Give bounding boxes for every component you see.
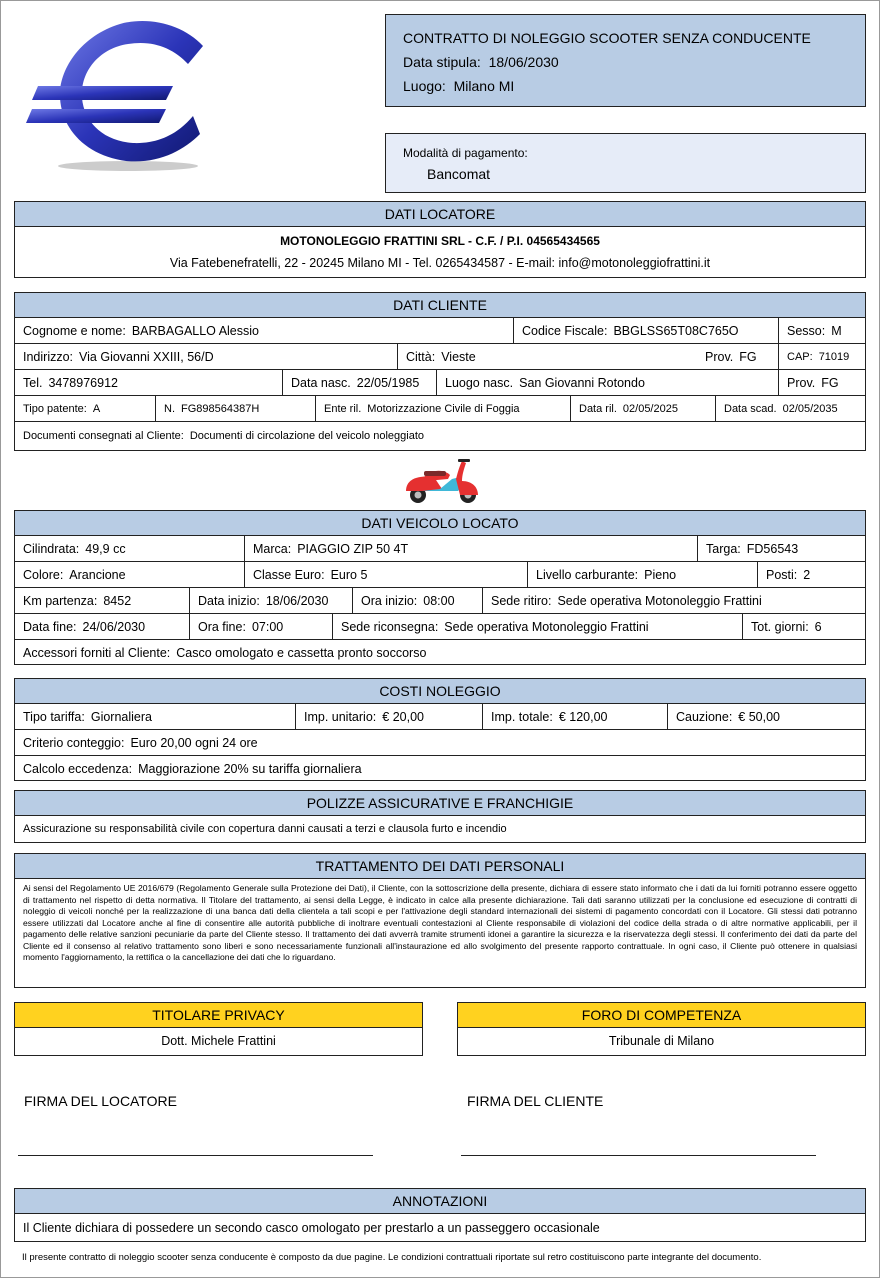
cliente-section [14,292,866,451]
nome-value: BARBAGALLO Alessio [131,323,259,338]
dinizio-value: 18/06/2030 [265,593,329,608]
criterio-cell [15,730,865,755]
ricon-label: Sede riconsegna: [341,619,439,634]
privacy-header: TRATTAMENTO DEI DATI PERSONALI [15,854,865,879]
ritiro-label: Sede ritiro: [491,593,552,608]
cliente-row-2 [15,343,865,369]
colore-cell [15,562,244,587]
posti-cell [757,562,865,587]
patente-value: A [92,402,101,415]
sede-riconsegna-cell [332,614,742,639]
polizze-header: POLIZZE ASSICURATIVE E FRANCHIGIE [15,791,865,816]
cf-label: Codice Fiscale: [522,323,608,338]
km-label: Km partenza: [23,593,98,608]
indirizzo-value: Via Giovanni XXIII, 56/D [79,349,214,364]
costi-row-2 [15,729,865,755]
locatore-name: MOTONOLEGGIO FRATTINI SRL - C.F. / P.I. 04565434565 [280,234,600,248]
cliente-header: DATI CLIENTE [15,293,865,318]
costi-section [14,678,866,781]
ril-cell [570,396,715,421]
num-value: FG898564387H [181,402,260,415]
ente-cell [315,396,570,421]
payment-box [385,133,866,193]
cliente-row-5 [15,421,865,450]
tariffa-label: Tipo tariffa: [23,709,85,724]
contract-box [385,14,866,107]
ril-label: Data ril. [579,402,617,415]
ente-value: Motorizzazione Civile di Foggia [367,402,520,415]
ecc-label: Calcolo eccedenza: [23,761,133,776]
sesso-value: M [831,323,842,338]
colore-label: Colore: [23,567,64,582]
tel-cell [15,370,282,395]
sede-ritiro-cell [482,588,865,613]
euro-icon [18,16,218,176]
cliente-row-4 [15,395,865,421]
acc-label: Accessori forniti al Cliente: [23,645,171,660]
place-value: Milano MI [453,78,515,94]
locatore-body [15,234,865,270]
indirizzo-cell [15,344,397,369]
posti-value: 2 [803,567,811,582]
footer-note: Il presente contratto di noleggio scooter senza conducente è composto da due pagine. Le condizioni contrattuali riportate sul retro costituiscono parte integrante del documento. [22,1252,762,1263]
cf-value: BBGLSS65T08C765O [613,323,739,338]
patente-label: Tipo patente: [23,402,87,415]
cilindrata-cell [15,536,244,561]
tot-value: € 120,00 [558,709,608,724]
cf-cell [513,318,778,343]
dfine-value: 24/06/2030 [82,619,146,634]
titolare-header: TITOLARE PRIVACY [15,1003,422,1028]
polizze-row [15,816,865,841]
ofine-label: Ora fine: [198,619,246,634]
km-cell [15,588,189,613]
ora-fine-cell [189,614,332,639]
contract-place [403,74,848,98]
contract-title: CONTRATTO DI NOLEGGIO SCOOTER SENZA CONDUCENTE [403,30,811,46]
polizze-text: Assicurazione su responsabilità civile con copertura danni causati a terzi e clausola furto e incendio [23,822,507,835]
luogo-nasc-value: San Giovanni Rotondo [519,375,645,390]
targa-cell [697,536,865,561]
marca-label: Marca: [253,541,292,556]
carb-value: Pieno [644,567,677,582]
tariffa-cell [15,704,295,729]
posti-label: Posti: [766,567,798,582]
privacy-text: Ai sensi del Regolamento UE 2016/679 (Regolamento Generale sulla Protezione dei Dati), il Cliente, con la sottoscrizione della presente, dichiara di essere stato informato che i dati da lui forniti potranno essere oggetto di trattamento nel rispetto di detta normativa. Il Titolare del trattamento, ai sensi della Legge, è indicato in calce alla presente dichiarazione. Tali dati saranno utilizzati per la conclusione ed esecuzione di contratti di noleggio di veicoli nonché per la realizzazione di una banca dati della clientela a tali scopi e per l'attivazione degli standard internazionali dei sistemi di pagamento concordati con il Locatore. Gli stessi dati potranno essere utilizzati dal Locatore anche al fine di consentire alle autorità pubbliche di inoltrare eventuali contestazioni al Cliente responsabile di violazioni del codice della strada o di altre normative applicabili, per il pagamento delle relative sanzioni pecuniarie da parte del Cliente stesso. Il trattamento dei dati avverrà tramite strumenti idonei a garantire la sicurezza e la riservatezza degli stessi. Il conferimento dei dati da parte del Cliente ed il consenso al relativo trattamento sono liberi e sono necessariamente funzionali all'instaurazione ed allo svolgimento del presente rapporto contrattuale. In ogni caso, il Cliente può ottenere in qualsiasi momento l'aggiornamento, la rettifica o la cancellazione dei dati che lo riguardano. [23,883,857,962]
annotazioni-section [14,1188,866,1242]
annotazioni-header: ANNOTAZIONI [15,1189,865,1214]
crit-label: Criterio conteggio: [23,735,125,750]
locatore-section [14,201,866,278]
crit-value: Euro 20,00 ogni 24 ore [130,735,258,750]
sesso-cell [778,318,865,343]
cauz-label: Cauzione: [676,709,733,724]
doc-value: Documenti di circolazione del veicolo noleggiato [189,430,425,442]
citta-cell [397,344,697,369]
titolare-value: Dott. Michele Frattini [161,1034,276,1048]
euro-value: Euro 5 [330,567,368,582]
documenti-cell [15,422,865,450]
tel-label: Tel. [23,375,43,390]
unit-value: € 20,00 [382,709,424,724]
numero-patente-cell [155,396,315,421]
ril-value: 02/05/2025 [622,402,678,415]
dinizio-label: Data inizio: [198,593,260,608]
doc-label: Documenti consegnati al Cliente: [23,430,184,442]
prov-value: FG [739,349,757,364]
tel-value: 3478976912 [48,375,118,390]
euro-cell [244,562,527,587]
patente-cell [15,396,155,421]
targa-label: Targa: [706,541,741,556]
ecc-value: Maggiorazione 20% su tariffa giornaliera [138,761,362,776]
acc-value: Casco omologato e cassetta pronto soccorso [176,645,427,660]
cliente-row-1 [15,318,865,343]
luogo-nasc-label: Luogo nasc. [445,375,514,390]
veicolo-row-4 [15,613,865,639]
marca-value: PIAGGIO ZIP 50 4T [297,541,409,556]
date-label: Data stipula: [403,54,481,70]
place-label: Luogo: [403,78,446,94]
data-inizio-cell [189,588,352,613]
tot-label: Imp. totale: [491,709,553,724]
targa-value: FD56543 [746,541,799,556]
polizze-section [14,790,866,843]
veicolo-section [14,510,866,665]
totale-cell [482,704,667,729]
luogo-nasc-cell [436,370,778,395]
cil-value: 49,9 cc [85,541,126,556]
accessori-cell [15,640,865,665]
carb-label: Livello carburante: [536,567,639,582]
privacy-section [14,853,866,988]
sesso-label: Sesso: [787,323,826,338]
ricon-value: Sede operativa Motonoleggio Frattini [444,619,649,634]
prov2-value: FG [821,375,839,390]
tot-giorni-cell [742,614,865,639]
titolare-section [14,1002,423,1056]
eccedenza-cell [15,756,865,781]
cap-label: CAP: [787,350,813,363]
costi-header: COSTI NOLEGGIO [15,679,865,704]
ritiro-value: Sede operativa Motonoleggio Frattini [557,593,762,608]
locatore-address: Via Fatebenefratelli, 22 - 20245 Milano MI - Tel. 0265434587 - E-mail: info@motonoleggiofrattini.it [169,256,711,270]
citta-value: Vieste [441,349,476,364]
data-fine-cell [15,614,189,639]
annotazioni-text: Il Cliente dichiara di possedere un secondo casco omologato per prestarlo a un passeggero occasionale [23,1220,600,1235]
giorni-label: Tot. giorni: [751,619,809,634]
foro-section [457,1002,866,1056]
scad-value: 02/05/2035 [782,402,838,415]
oinizio-label: Ora inizio: [361,593,418,608]
veicolo-header: DATI VEICOLO LOCATO [15,511,865,536]
prov2-cell [778,370,865,395]
foro-header: FORO DI COMPETENZA [458,1003,865,1028]
citta-label: Città: [406,349,436,364]
firma-cliente-line[interactable] [461,1155,816,1156]
firma-locatore-label: FIRMA DEL LOCATORE [24,1093,177,1109]
colore-value: Arancione [69,567,126,582]
foro-value: Tribunale di Milano [608,1034,715,1048]
nome-cell [15,318,513,343]
nascita-value: 22/05/1985 [356,375,420,390]
giorni-value: 6 [814,619,822,634]
locatore-header: DATI LOCATORE [15,202,865,227]
scad-cell [715,396,865,421]
cap-value: 71019 [818,350,850,363]
veicolo-row-2 [15,561,865,587]
marca-cell [244,536,697,561]
unit-label: Imp. unitario: [304,709,377,724]
prov-label: Prov. [705,349,734,364]
tariffa-value: Giornaliera [90,709,152,724]
cap-cell [778,344,865,369]
oinizio-value: 08:00 [423,593,455,608]
prov-cell [697,344,778,369]
ora-inizio-cell [352,588,482,613]
date-value: 18/06/2030 [488,54,559,70]
num-label: N. [164,402,175,415]
veicolo-row-5 [15,639,865,665]
euro-label: Classe Euro: [253,567,325,582]
veicolo-row-3 [15,587,865,613]
cauzione-cell [667,704,865,729]
annotazioni-row [15,1214,865,1241]
ente-label: Ente ril. [324,402,362,415]
prov2-label: Prov. [787,375,816,390]
nome-label: Cognome e nome: [23,323,126,338]
ofine-value: 07:00 [251,619,284,634]
costi-row-1 [15,704,865,729]
firma-locatore-line[interactable] [18,1155,373,1156]
scad-label: Data scad. [724,402,777,415]
firma-cliente-label: FIRMA DEL CLIENTE [467,1093,604,1109]
cliente-row-3 [15,369,865,395]
payment-label: Modalità di pagamento: [403,146,528,160]
contract-date [403,50,848,74]
payment-value: Bancomat [427,166,491,182]
costi-row-3 [15,755,865,781]
nascita-cell [282,370,436,395]
scooter-icon [402,457,482,505]
nascita-label: Data nasc. [291,375,351,390]
unitario-cell [295,704,482,729]
veicolo-row-1 [15,536,865,561]
km-value: 8452 [103,593,132,608]
dfine-label: Data fine: [23,619,77,634]
carburante-cell [527,562,757,587]
indirizzo-label: Indirizzo: [23,349,74,364]
cil-label: Cilindrata: [23,541,80,556]
cauz-value: € 50,00 [738,709,781,724]
